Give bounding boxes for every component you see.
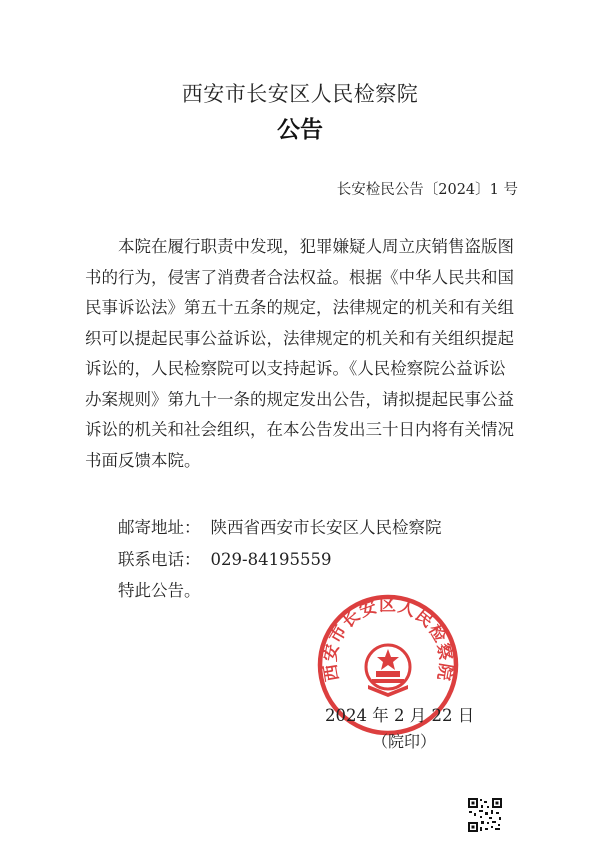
body-line: 民事诉讼法》第五十五条的规定，法律规定的机关和有关组 <box>85 298 514 317</box>
body-line: 诉讼的，人民检察院可以支持起诉。《人民检察院公益诉讼 <box>85 359 506 378</box>
body-line: 办案规则》第九十一条的规定发出公告，请拟提起民事公益 <box>85 389 514 409</box>
address-value: 陕西省西安市长安区人民检察院 <box>210 518 442 537</box>
seal-text: 西安市长安区人民检察院 <box>320 595 456 683</box>
organization-name: 西安市长安区人民检察院 <box>181 82 419 106</box>
document-number: 长安检民公告〔2024〕1 号 <box>336 182 518 198</box>
qr-code-icon <box>467 797 503 833</box>
phone-value: 029-84195559 <box>210 550 332 569</box>
notice-title: 公告 <box>277 117 323 143</box>
body-line: 织可以提起民事公益诉讼，法律规定的机关和有关组织提起 <box>85 328 514 348</box>
body-line: 书面反馈本院。 <box>85 450 201 470</box>
closing-text: 特此公告。 <box>118 581 201 600</box>
phone-label: 联系电话： <box>118 550 201 569</box>
national-emblem-icon <box>366 645 410 697</box>
mailing-address <box>118 514 442 538</box>
body-line: 诉讼的机关和社会组织，在本公告发出三十日内将有关情况 <box>85 420 514 439</box>
body-line: 本院在履行职责中发现，犯罪嫌疑人周立庆销售盗版图 <box>118 237 514 256</box>
address-label: 邮寄地址： <box>118 518 201 537</box>
seal-note: （院印） <box>372 732 437 751</box>
body-line: 书的行为，侵害了消费者合法权益。根据《中华人民共和国 <box>85 267 514 287</box>
signature-date: 2024 年 2 月 22 日 <box>325 706 475 725</box>
notice-body <box>85 232 519 476</box>
svg-text:西安市长安区人民检察院 <box>319 596 456 683</box>
contact-phone <box>118 546 332 570</box>
